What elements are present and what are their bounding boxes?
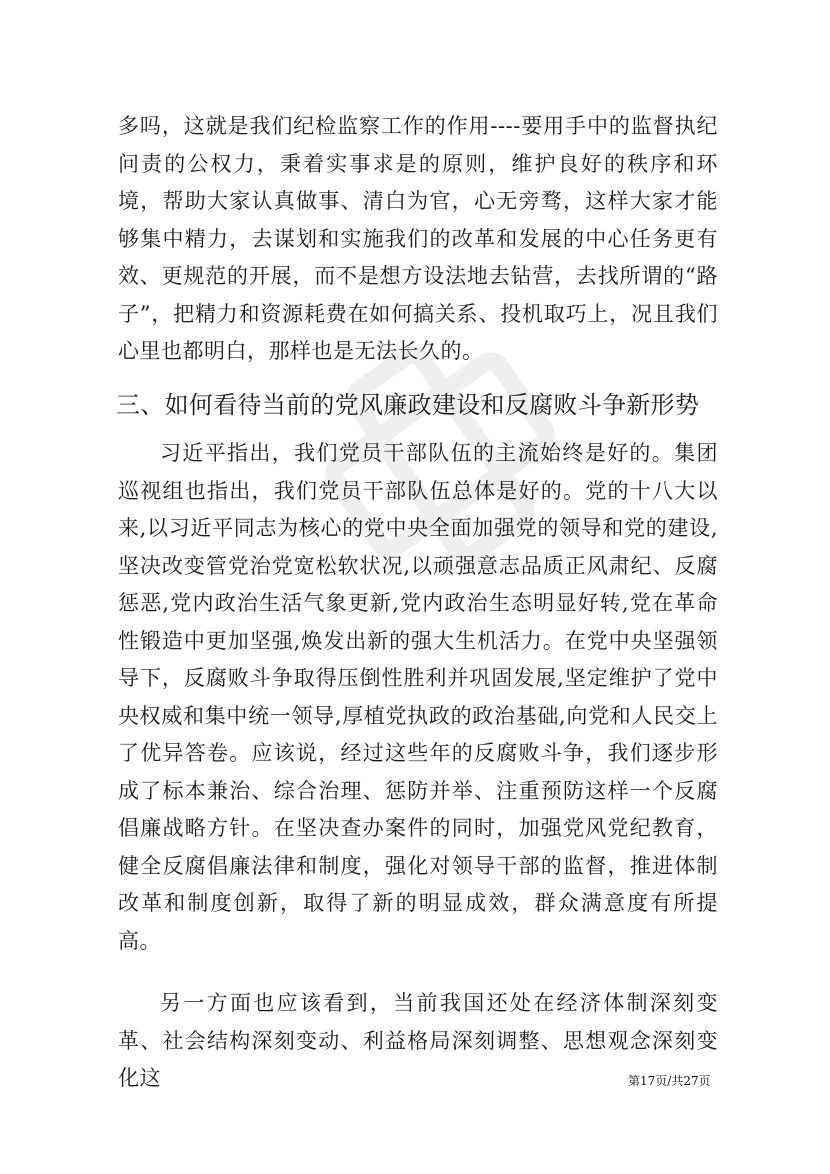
section-heading: 三、如何看待当前的党风廉政建设和反腐败斗争新形势 (116, 391, 700, 419)
body-paragraph-1: 多吗，这就是我们纪检监察工作的作用----要用手中的监督执纪问责的公权力，秉着实事求是的原则，维护良好的秩序和环境，帮助大家认真做事、清白为官，心无旁骛，这样大家才能够集中精力，去谋划和实施我们的改革和发展的中心任务更有效、更规范的开展，而不是想方设法地去钻营，去找所谓的“路子”，把精力和资源耗费在如何搞关系、投机取巧上，况且我们心里也都明白，那样也是无法长久的。 (118, 114, 718, 363)
body-paragraph-3: 另一方面也应该看到，当前我国还处在经济体制深刻变革、社会结构深刻变动、利益格局深刻调整、思想观念深刻变化这 (118, 991, 718, 1090)
body-paragraph-2: 习近平指出，我们党员干部队伍的主流始终是好的。集团巡视组也指出，我们党员干部队伍总体是好的。党的十八大以来,以习近平同志为核心的党中央全面加强党的领导和党的建设,坚决改变管党治党宽松软状况,以顽强意志品质正风肃纪、反腐惩恶,党内政治生活气象更新,党内政治生态明显好转,党在革命性锻造中更加坚强,焕发出新的强大生机活力。在党中央坚强领导下，反腐败斗争取得压倒性胜利并巩固发展,坚定维护了党中央权威和集中统一领导,厚植党执政的政治基础,向党和人民交上了优异答卷。应该说，经过这些年的反腐败斗争，我们逐步形成了标本兼治、综合治理、惩防并举、注重预防这样一个反腐倡廉战略方针。在坚决查办案件的同时，加强党风党纪教育，健全反腐倡廉法律和制度，强化对领导干部的监督，推进体制改革和制度创新，取得了新的明显成效，群众满意度有所提高。 (118, 441, 718, 953)
page-number-footer: 第17页/共27页 (628, 1074, 711, 1088)
